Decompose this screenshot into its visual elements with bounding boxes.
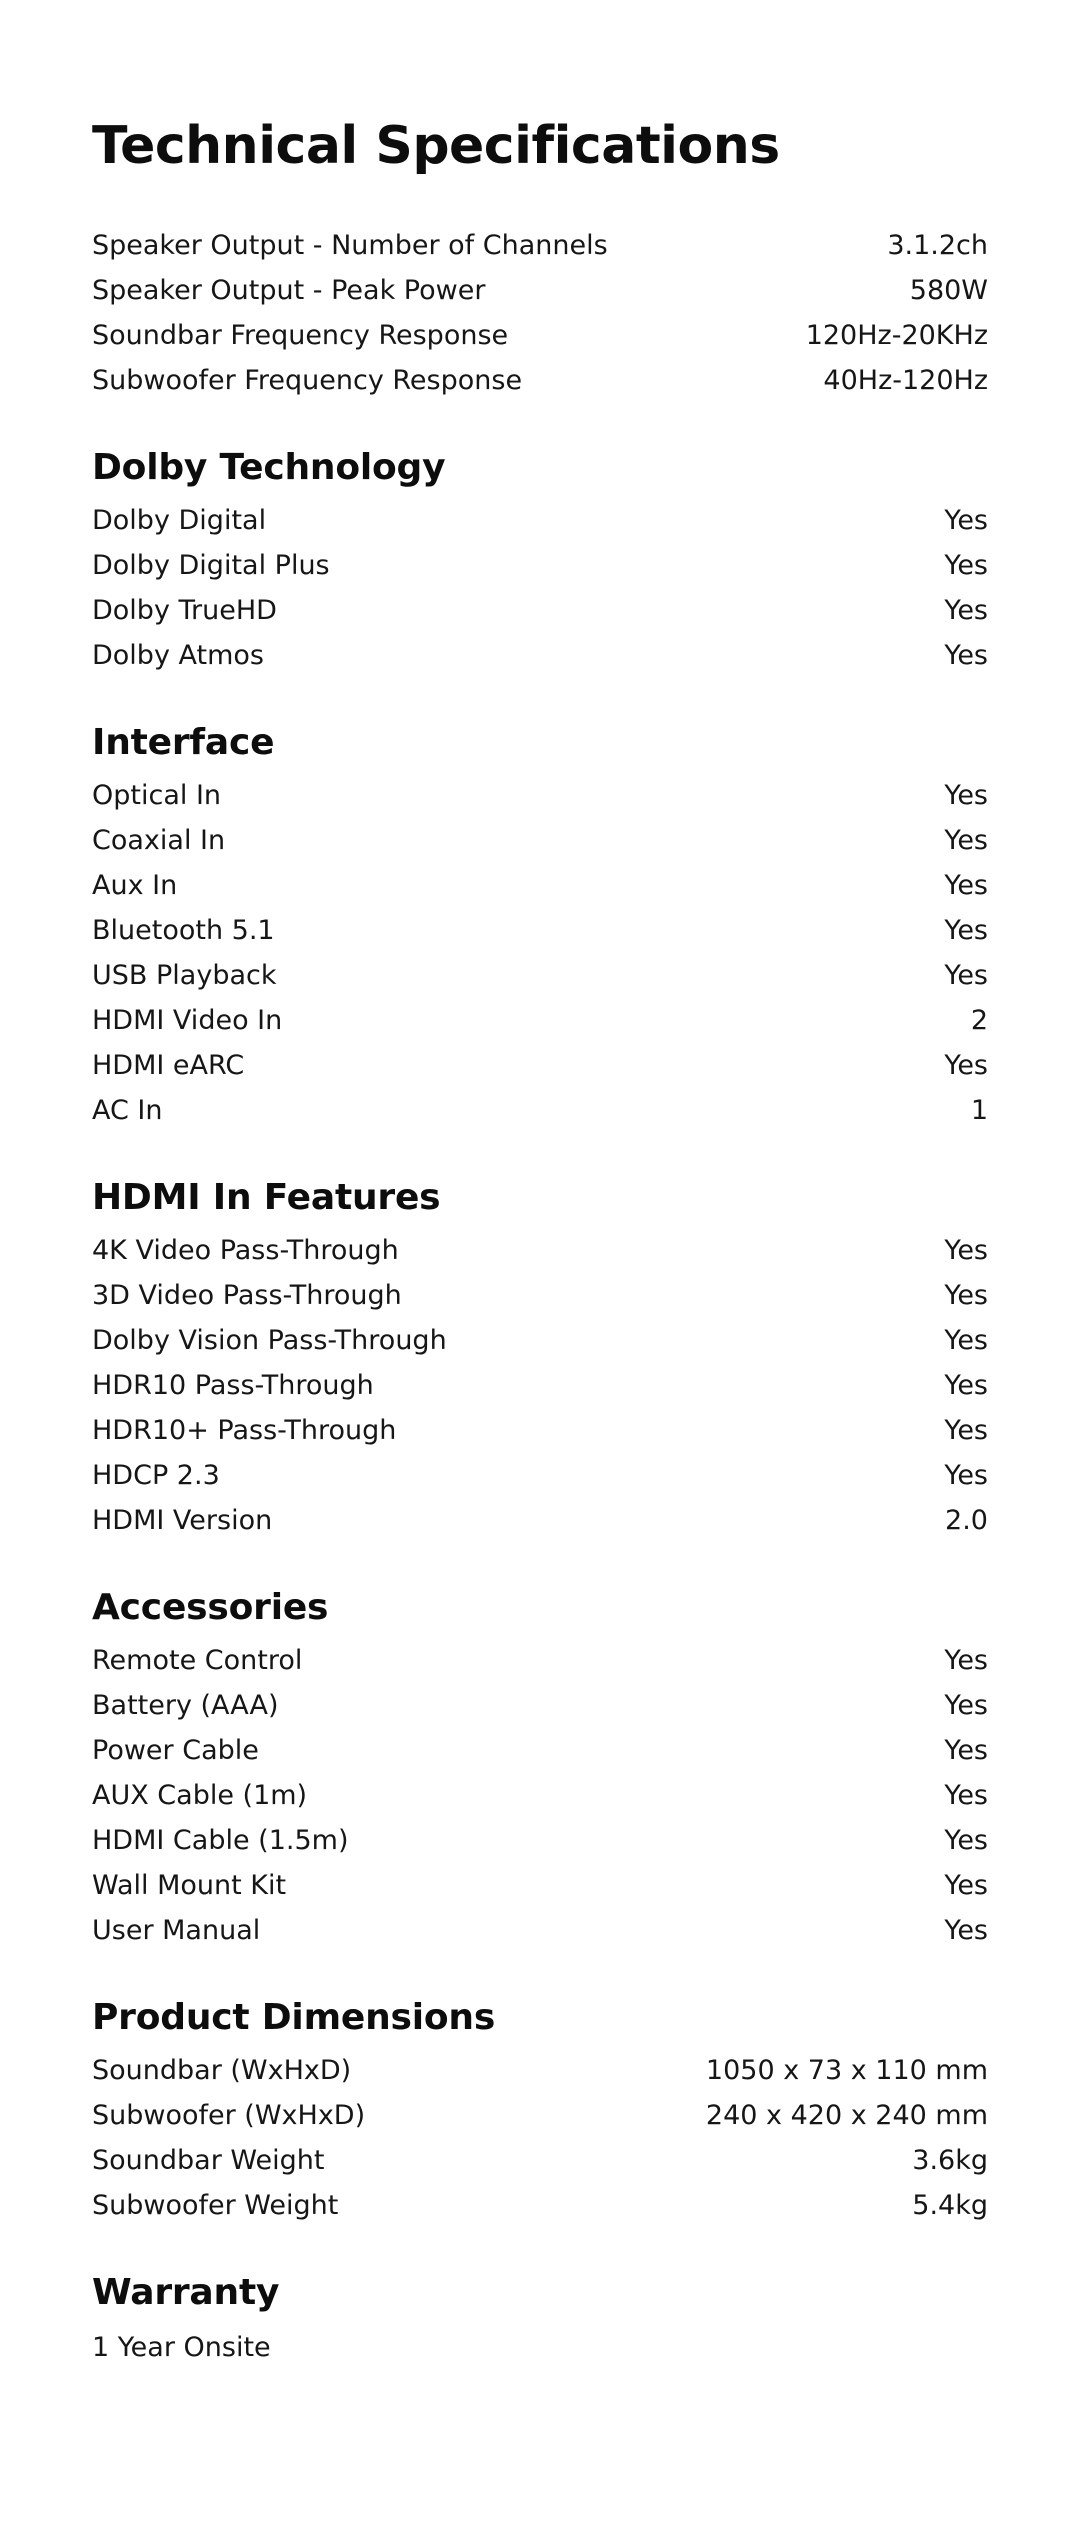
spec-row	[92, 1728, 988, 1773]
spec-row	[92, 1228, 988, 1273]
spec-value: Yes	[944, 870, 988, 902]
spec-label: Dolby TrueHD	[92, 595, 277, 627]
spec-value: Yes	[944, 1690, 988, 1722]
spec-label: Dolby Digital	[92, 505, 267, 537]
spec-label: Power Cable	[92, 1735, 259, 1767]
spec-row	[92, 998, 988, 1043]
spec-value: Yes	[944, 1870, 988, 1902]
spec-row	[92, 223, 988, 268]
spec-label: User Manual	[92, 1915, 261, 1947]
spec-label: Subwoofer (WxHxD)	[92, 2100, 366, 2132]
spec-row	[92, 358, 988, 403]
spec-value: Yes	[944, 1370, 988, 1402]
spec-section-accessories	[92, 1587, 988, 1953]
spec-row	[92, 1683, 988, 1728]
spec-section-product-dimensions	[92, 1997, 988, 2228]
spec-row	[92, 953, 988, 998]
spec-value: Yes	[944, 595, 988, 627]
spec-section-overview	[92, 223, 988, 403]
spec-row	[92, 1908, 988, 1953]
spec-row	[92, 2138, 988, 2183]
spec-label: Dolby Atmos	[92, 640, 264, 672]
spec-label: USB Playback	[92, 960, 277, 992]
spec-value: Yes	[944, 1735, 988, 1767]
spec-value: 3.6kg	[912, 2145, 988, 2177]
spec-row	[92, 1363, 988, 1408]
spec-row	[92, 1043, 988, 1088]
spec-label: Battery (AAA)	[92, 1690, 279, 1722]
spec-label: HDCP 2.3	[92, 1460, 220, 1492]
spec-value: 1050 x 73 x 110 mm	[705, 2055, 988, 2087]
spec-label: Remote Control	[92, 1645, 303, 1677]
spec-label: AC In	[92, 1095, 163, 1127]
spec-row	[92, 1453, 988, 1498]
spec-value: Yes	[944, 1780, 988, 1812]
spec-value: 120Hz-20KHz	[805, 320, 988, 352]
spec-value: 40Hz-120Hz	[823, 365, 988, 397]
spec-note: 1 Year Onsite	[92, 2332, 271, 2364]
spec-row	[92, 2183, 988, 2228]
spec-label: Wall Mount Kit	[92, 1870, 287, 1902]
spec-value: Yes	[944, 915, 988, 947]
spec-value: Yes	[944, 825, 988, 857]
section-title-warranty: Warranty	[92, 2272, 280, 2314]
spec-value: Yes	[944, 1825, 988, 1857]
spec-row	[92, 588, 988, 633]
page-title: Technical Specifications	[92, 116, 780, 176]
spec-label: HDR10+ Pass-Through	[92, 1415, 397, 1447]
spec-value: Yes	[944, 1050, 988, 1082]
spec-value: 2	[970, 1005, 988, 1037]
spec-value: 3.1.2ch	[887, 230, 988, 262]
spec-row	[92, 1863, 988, 1908]
section-title-interface: Interface	[92, 722, 275, 764]
spec-row	[92, 1273, 988, 1318]
spec-label: Dolby Digital Plus	[92, 550, 330, 582]
spec-label: HDMI Cable (1.5m)	[92, 1825, 349, 1857]
spec-value: 1	[970, 1095, 988, 1127]
spec-row	[92, 773, 988, 818]
spec-label: Aux In	[92, 870, 178, 902]
spec-value: 5.4kg	[912, 2190, 988, 2222]
spec-row	[92, 313, 988, 358]
spec-label: HDMI Video In	[92, 1005, 283, 1037]
spec-section-warranty	[92, 2272, 988, 2372]
spec-row	[92, 908, 988, 953]
spec-label: HDMI eARC	[92, 1050, 245, 1082]
section-title-hdmi-in-features: HDMI In Features	[92, 1177, 441, 1219]
section-title-dolby-technology: Dolby Technology	[92, 447, 446, 489]
spec-row	[92, 1318, 988, 1363]
spec-label: Speaker Output - Number of Channels	[92, 230, 608, 262]
spec-label: Soundbar Frequency Response	[92, 320, 509, 352]
spec-section-interface	[92, 722, 988, 1133]
spec-row	[92, 863, 988, 908]
spec-value: Yes	[944, 1325, 988, 1357]
spec-label: Dolby Vision Pass-Through	[92, 1325, 447, 1357]
spec-label: Coaxial In	[92, 825, 226, 857]
spec-value: Yes	[944, 1645, 988, 1677]
section-title-accessories: Accessories	[92, 1587, 329, 1629]
spec-row	[92, 498, 988, 543]
spec-value: Yes	[944, 1280, 988, 1312]
spec-value: Yes	[944, 505, 988, 537]
spec-section-hdmi-in-features	[92, 1177, 988, 1543]
spec-row	[92, 818, 988, 863]
spec-label: HDR10 Pass-Through	[92, 1370, 374, 1402]
spec-row	[92, 543, 988, 588]
spec-label: Subwoofer Frequency Response	[92, 365, 523, 397]
spec-row	[92, 1408, 988, 1453]
section-title-product-dimensions: Product Dimensions	[92, 1997, 496, 2039]
spec-value: Yes	[944, 550, 988, 582]
spec-value: Yes	[944, 640, 988, 672]
spec-label: HDMI Version	[92, 1505, 273, 1537]
spec-label: AUX Cable (1m)	[92, 1780, 308, 1812]
spec-value: 2.0	[945, 1505, 988, 1537]
spec-value: Yes	[944, 780, 988, 812]
spec-value: Yes	[944, 1915, 988, 1947]
spec-label: Bluetooth 5.1	[92, 915, 275, 947]
spec-label: Optical In	[92, 780, 222, 812]
spec-value: Yes	[944, 1235, 988, 1267]
spec-row	[92, 1638, 988, 1683]
spec-label: 4K Video Pass-Through	[92, 1235, 399, 1267]
spec-sections	[92, 223, 988, 2372]
spec-label: Speaker Output - Peak Power	[92, 275, 486, 307]
spec-label: Subwoofer Weight	[92, 2190, 339, 2222]
spec-label: 3D Video Pass-Through	[92, 1280, 402, 1312]
spec-row	[92, 1498, 988, 1543]
spec-row	[92, 2093, 988, 2138]
spec-label: Soundbar Weight	[92, 2145, 325, 2177]
spec-row	[92, 633, 988, 678]
spec-label: Soundbar (WxHxD)	[92, 2055, 352, 2087]
spec-row	[92, 2048, 988, 2093]
spec-note-row	[92, 2323, 988, 2372]
spec-row	[92, 1088, 988, 1133]
spec-value: 240 x 420 x 240 mm	[705, 2100, 988, 2132]
spec-section-dolby-technology	[92, 447, 988, 678]
spec-row	[92, 1818, 988, 1863]
spec-row	[92, 1773, 988, 1818]
spec-row	[92, 268, 988, 313]
spec-value: Yes	[944, 960, 988, 992]
spec-value: 580W	[909, 275, 988, 307]
spec-value: Yes	[944, 1415, 988, 1447]
spec-value: Yes	[944, 1460, 988, 1492]
